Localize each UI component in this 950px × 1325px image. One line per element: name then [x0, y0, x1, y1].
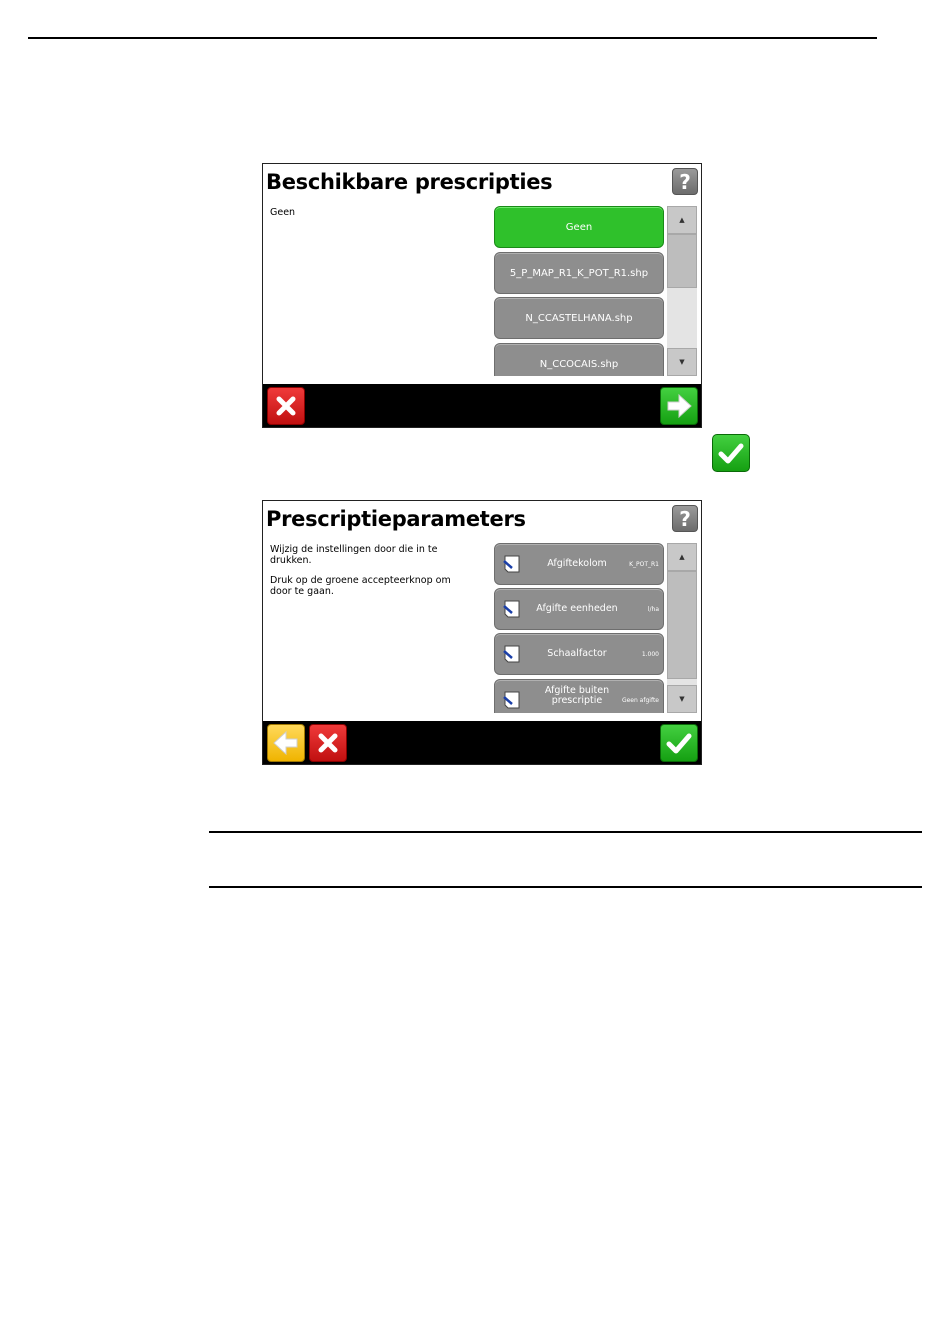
parameters-screen — [262, 500, 702, 765]
page-title: Prescriptieparameters — [266, 507, 526, 531]
bottom-toolbar — [263, 721, 702, 765]
cancel-icon — [275, 395, 297, 417]
page-title: Beschikbare prescripties — [266, 170, 553, 194]
description-text: Geen — [270, 207, 296, 218]
scroll-thumb[interactable] — [667, 571, 697, 679]
cancel-button[interactable] — [267, 387, 305, 425]
note-rule-top — [209, 831, 922, 833]
help-button[interactable] — [672, 168, 698, 195]
top-rule — [28, 37, 877, 39]
bottom-toolbar — [263, 384, 702, 428]
checkmark-icon — [665, 729, 693, 757]
list-item[interactable]: N_CCOCAIS.shp — [494, 343, 664, 376]
scroll-up-button[interactable]: ▲ — [667, 543, 697, 571]
prescriptions-screen — [262, 163, 702, 428]
next-button[interactable] — [660, 387, 698, 425]
prescription-list — [494, 206, 665, 376]
scroll-thumb[interactable] — [667, 234, 697, 288]
list-item[interactable]: N_CCASTELHANA.shp — [494, 297, 664, 339]
parameter-list — [494, 543, 665, 713]
description-text: Druk op de groene accepteerknop om door te gaan. — [270, 575, 451, 597]
cancel-button[interactable] — [309, 724, 347, 762]
arrow-right-icon — [665, 392, 693, 420]
back-button[interactable] — [267, 724, 305, 762]
scroll-up-button[interactable]: ▲ — [667, 206, 697, 234]
accept-icon-reference — [712, 434, 750, 472]
list-item[interactable]: Afgifte buiten prescriptie Geen afgifte — [494, 679, 664, 713]
scrollbar[interactable] — [667, 206, 697, 376]
scroll-down-button[interactable]: ▼ — [667, 348, 697, 376]
list-item[interactable]: 5_P_MAP_R1_K_POT_R1.shp — [494, 252, 664, 294]
checkmark-icon — [717, 439, 745, 467]
cancel-icon — [317, 732, 339, 754]
edit-icon — [502, 598, 522, 620]
question-icon: ? — [679, 506, 691, 531]
list-item[interactable]: Schaalfactor 1.000 — [494, 633, 664, 675]
list-item[interactable]: Afgiftekolom K_POT_R1 — [494, 543, 664, 585]
accept-button[interactable] — [660, 724, 698, 762]
question-icon: ? — [679, 169, 691, 194]
scroll-down-button[interactable]: ▼ — [667, 685, 697, 713]
help-button[interactable] — [672, 505, 698, 532]
edit-icon — [502, 689, 522, 711]
description-text: Wijzig de instellingen door die in te drukken. — [270, 544, 438, 566]
list-item[interactable]: Afgifte eenheden l/ha — [494, 588, 664, 630]
note-rule-bottom — [209, 886, 922, 888]
edit-icon — [502, 643, 522, 665]
arrow-left-icon — [272, 729, 300, 757]
scrollbar[interactable] — [667, 543, 697, 713]
list-item[interactable]: Geen — [494, 206, 664, 248]
edit-icon — [502, 553, 522, 575]
